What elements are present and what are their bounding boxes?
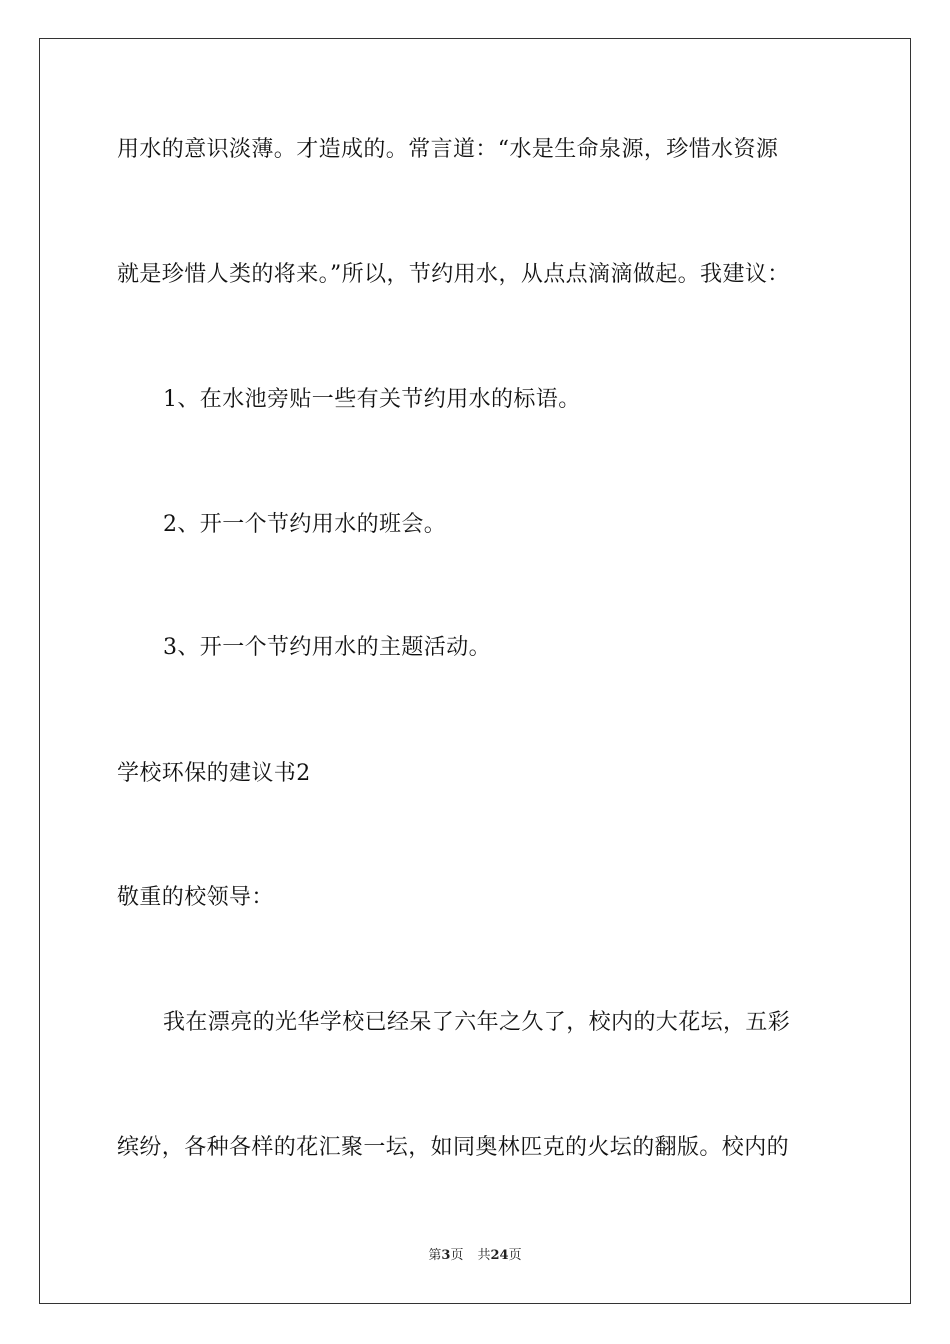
- footer-page-suffix: 页: [450, 1248, 464, 1263]
- footer-total-suffix: 页: [508, 1248, 522, 1263]
- list-item-3: 3、开一个节约用水的主题活动。: [163, 635, 491, 660]
- footer-page-number: 3: [441, 1248, 451, 1263]
- paragraph-line-4: 缤纷，各种各样的花汇聚一坛，如同奥林匹克的火坛的翻版。校内的: [117, 1135, 790, 1160]
- list-item-1: 1、在水池旁贴一些有关节约用水的标语。: [163, 387, 581, 412]
- page-footer: [0, 1247, 950, 1265]
- footer-page-prefix: 第: [428, 1248, 442, 1263]
- section-title: 学校环保的建议书2: [117, 761, 311, 786]
- list-item-2: 2、开一个节约用水的班会。: [163, 512, 447, 537]
- salutation: 敬重的校领导：: [117, 885, 274, 910]
- paragraph-line-3: 我在漂亮的光华学校已经呆了六年之久了，校内的大花坛，五彩: [163, 1010, 791, 1035]
- footer-total-prefix: 共: [477, 1248, 491, 1263]
- paragraph-line-1: 用水的意识淡薄。才造成的。常言道：“水是生命泉源，珍惜水资源: [117, 137, 779, 162]
- footer-total-pages: 24: [490, 1248, 509, 1263]
- page-border: [39, 38, 911, 1304]
- paragraph-line-2: 就是珍惜人类的将来。”所以，节约用水，从点点滴滴做起。我建议：: [117, 262, 790, 287]
